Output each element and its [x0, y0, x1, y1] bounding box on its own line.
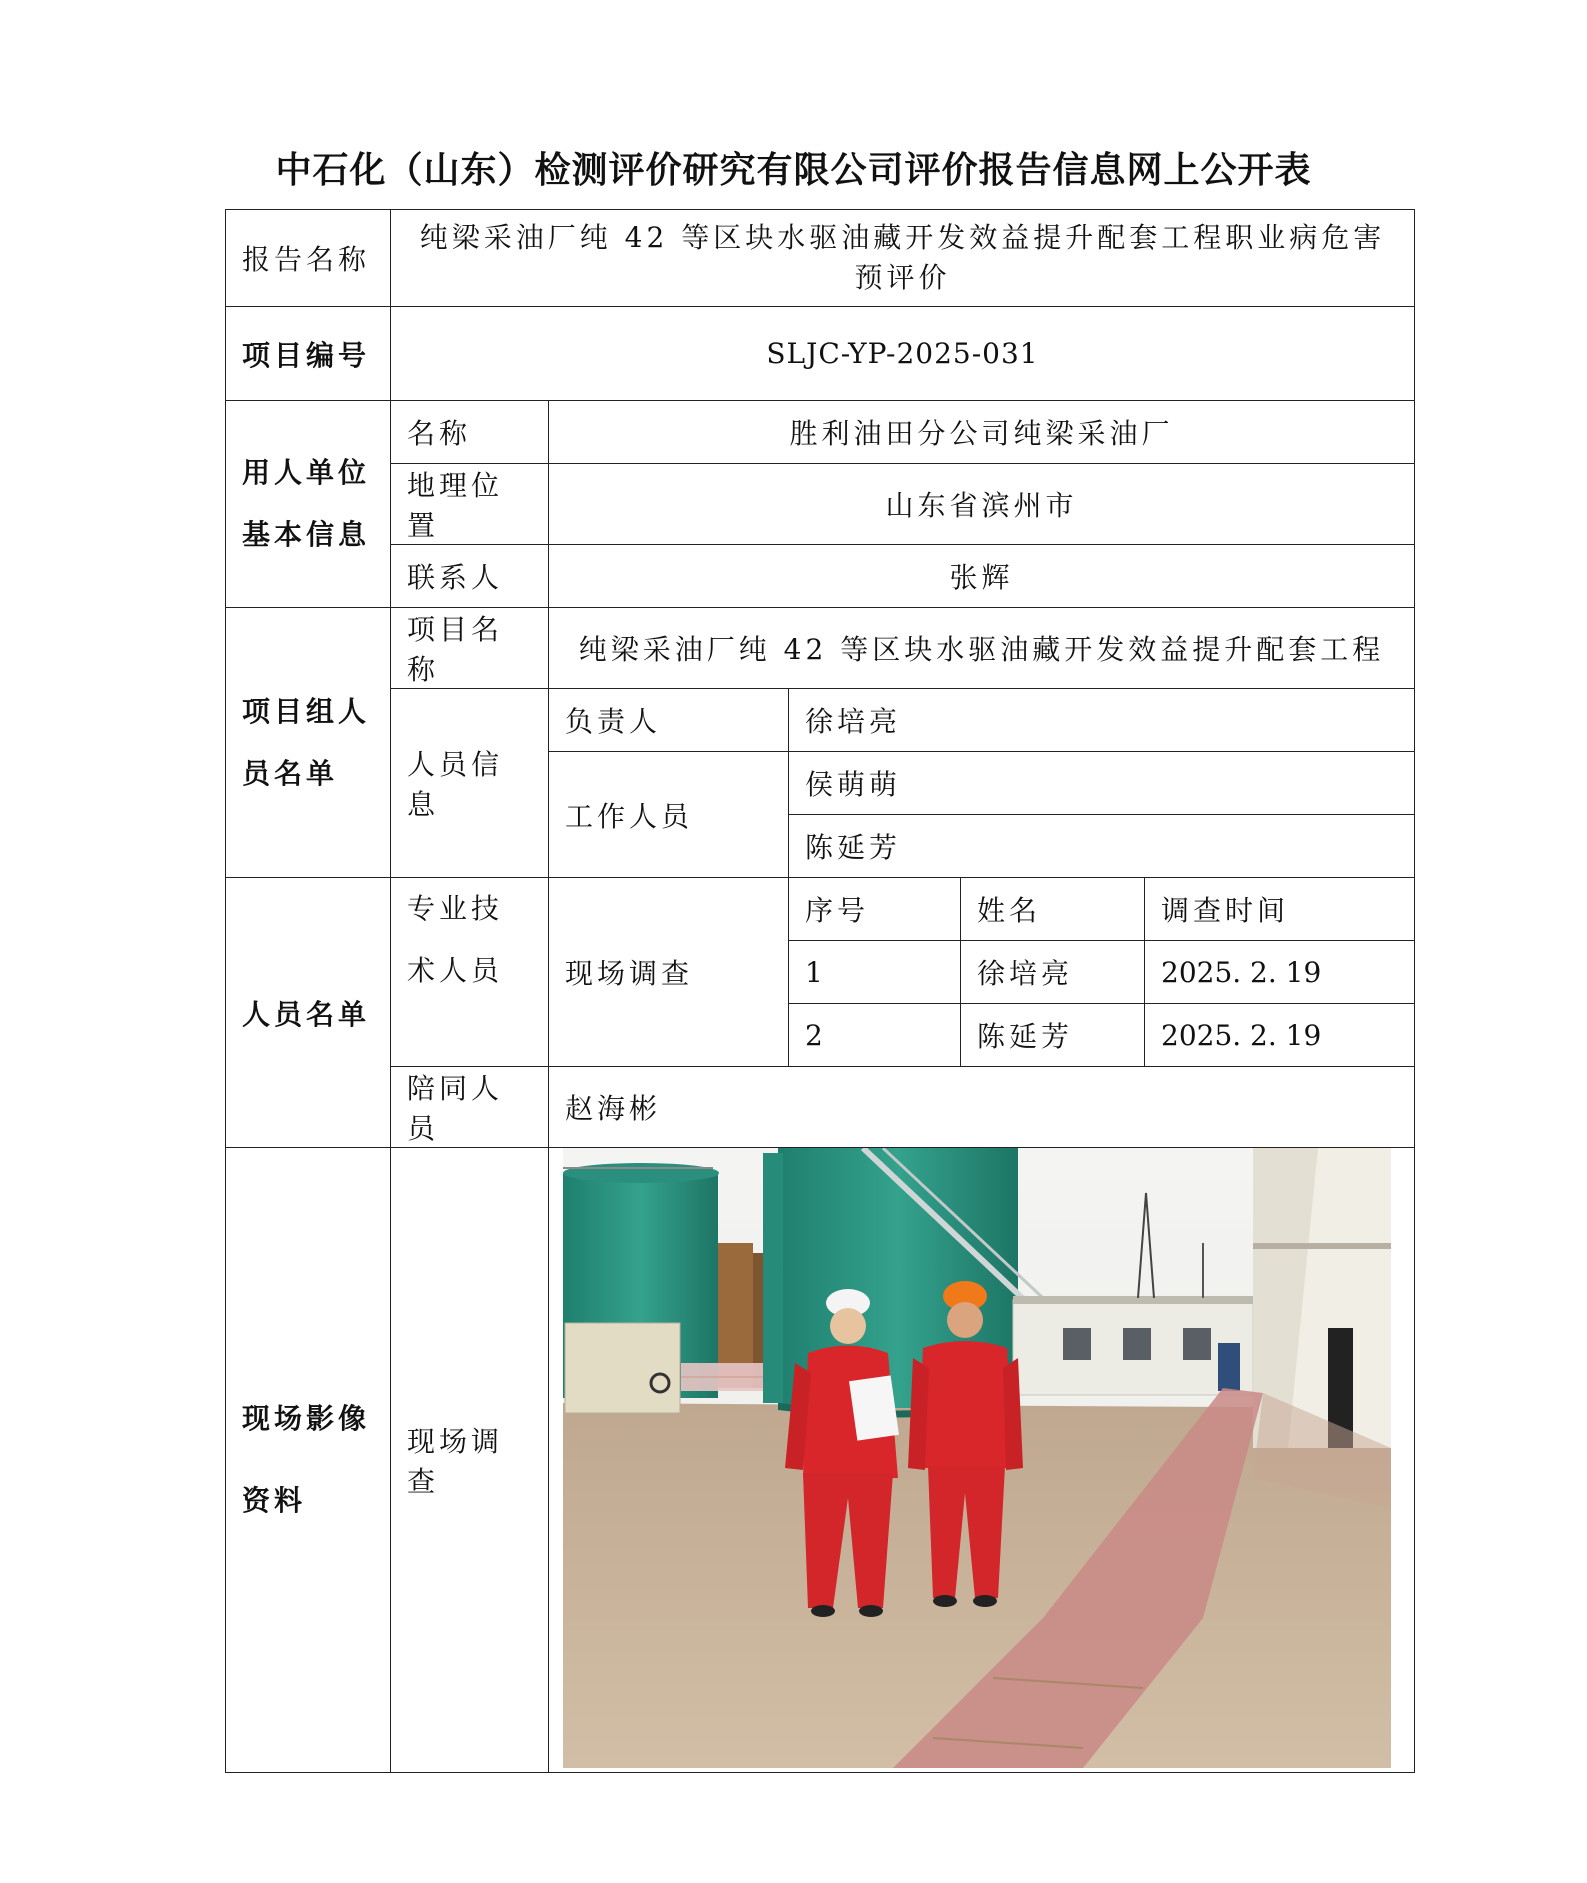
accompany-value: 赵海彬 — [549, 1067, 1415, 1148]
employer-name-value: 胜利油田分公司纯梁采油厂 — [549, 401, 1415, 464]
tech-staff-label: 专业技术人员 — [391, 878, 549, 1067]
contact-label: 联系人 — [391, 545, 549, 608]
row-name: 陈延芳 — [961, 1004, 1145, 1067]
location-value: 山东省滨州市 — [549, 464, 1415, 545]
disclosure-form-table — [225, 209, 1415, 1773]
col-header-date: 调查时间 — [1145, 878, 1415, 941]
page-title: 中石化（山东）检测评价研究有限公司评价报告信息网上公开表 — [275, 150, 1312, 191]
project-number-value: SLJC-YP-2025-031 — [391, 307, 1415, 401]
building-back — [1013, 1296, 1253, 1395]
row-no: 1 — [789, 941, 961, 1004]
personnel-list-label: 人员名单 — [226, 878, 391, 1148]
contact-value: 张辉 — [549, 545, 1415, 608]
employer-name-row — [226, 401, 1415, 464]
employer-contact-row — [226, 545, 1415, 608]
equipment-container — [565, 1323, 680, 1413]
team-project-name-value: 纯梁采油厂纯 42 等区块水驱油藏开发效益提升配套工程 — [549, 608, 1415, 689]
employer-name-label: 名称 — [391, 401, 549, 464]
row-name: 徐培亮 — [961, 941, 1145, 1004]
imagery-survey-label: 现场调查 — [391, 1148, 549, 1773]
imagery-row — [226, 1148, 1415, 1773]
employer-info-label: 用人单位基本信息 — [226, 401, 391, 608]
team-leader-row — [226, 689, 1415, 752]
location-label: 地理位置 — [391, 464, 549, 545]
leader-label: 负责人 — [549, 689, 789, 752]
team-list-label: 项目组人员名单 — [226, 608, 391, 878]
personnel-info-label: 人员信息 — [391, 689, 549, 878]
project-number-row — [226, 307, 1415, 401]
col-header-no: 序号 — [789, 878, 961, 941]
leader-value: 徐培亮 — [789, 689, 1415, 752]
site-photo — [563, 1148, 1391, 1768]
accompany-label: 陪同人员 — [391, 1067, 549, 1148]
accompany-row — [226, 1067, 1415, 1148]
site-photo-cell — [549, 1148, 1415, 1773]
report-name-label: 报告名称 — [226, 210, 391, 307]
team-project-row — [226, 608, 1415, 689]
row-no: 2 — [789, 1004, 961, 1067]
employer-location-row — [226, 464, 1415, 545]
staff-member: 侯萌萌 — [789, 752, 1415, 815]
team-project-name-label: 项目名称 — [391, 608, 549, 689]
project-number-label: 项目编号 — [226, 307, 391, 401]
row-date: 2025. 2. 19 — [1145, 941, 1415, 1004]
report-name-row — [226, 210, 1415, 307]
row-date: 2025. 2. 19 — [1145, 1004, 1415, 1067]
staff-member: 陈延芳 — [789, 815, 1415, 878]
imagery-label: 现场影像资料 — [226, 1148, 391, 1773]
survey-label: 现场调查 — [549, 878, 789, 1067]
col-header-name: 姓名 — [961, 878, 1145, 941]
survey-header-row — [226, 878, 1415, 941]
staff-label: 工作人员 — [549, 752, 789, 878]
report-name-value: 纯梁采油厂纯 42 等区块水驱油藏开发效益提升配套工程职业病危害预评价 — [391, 210, 1415, 307]
